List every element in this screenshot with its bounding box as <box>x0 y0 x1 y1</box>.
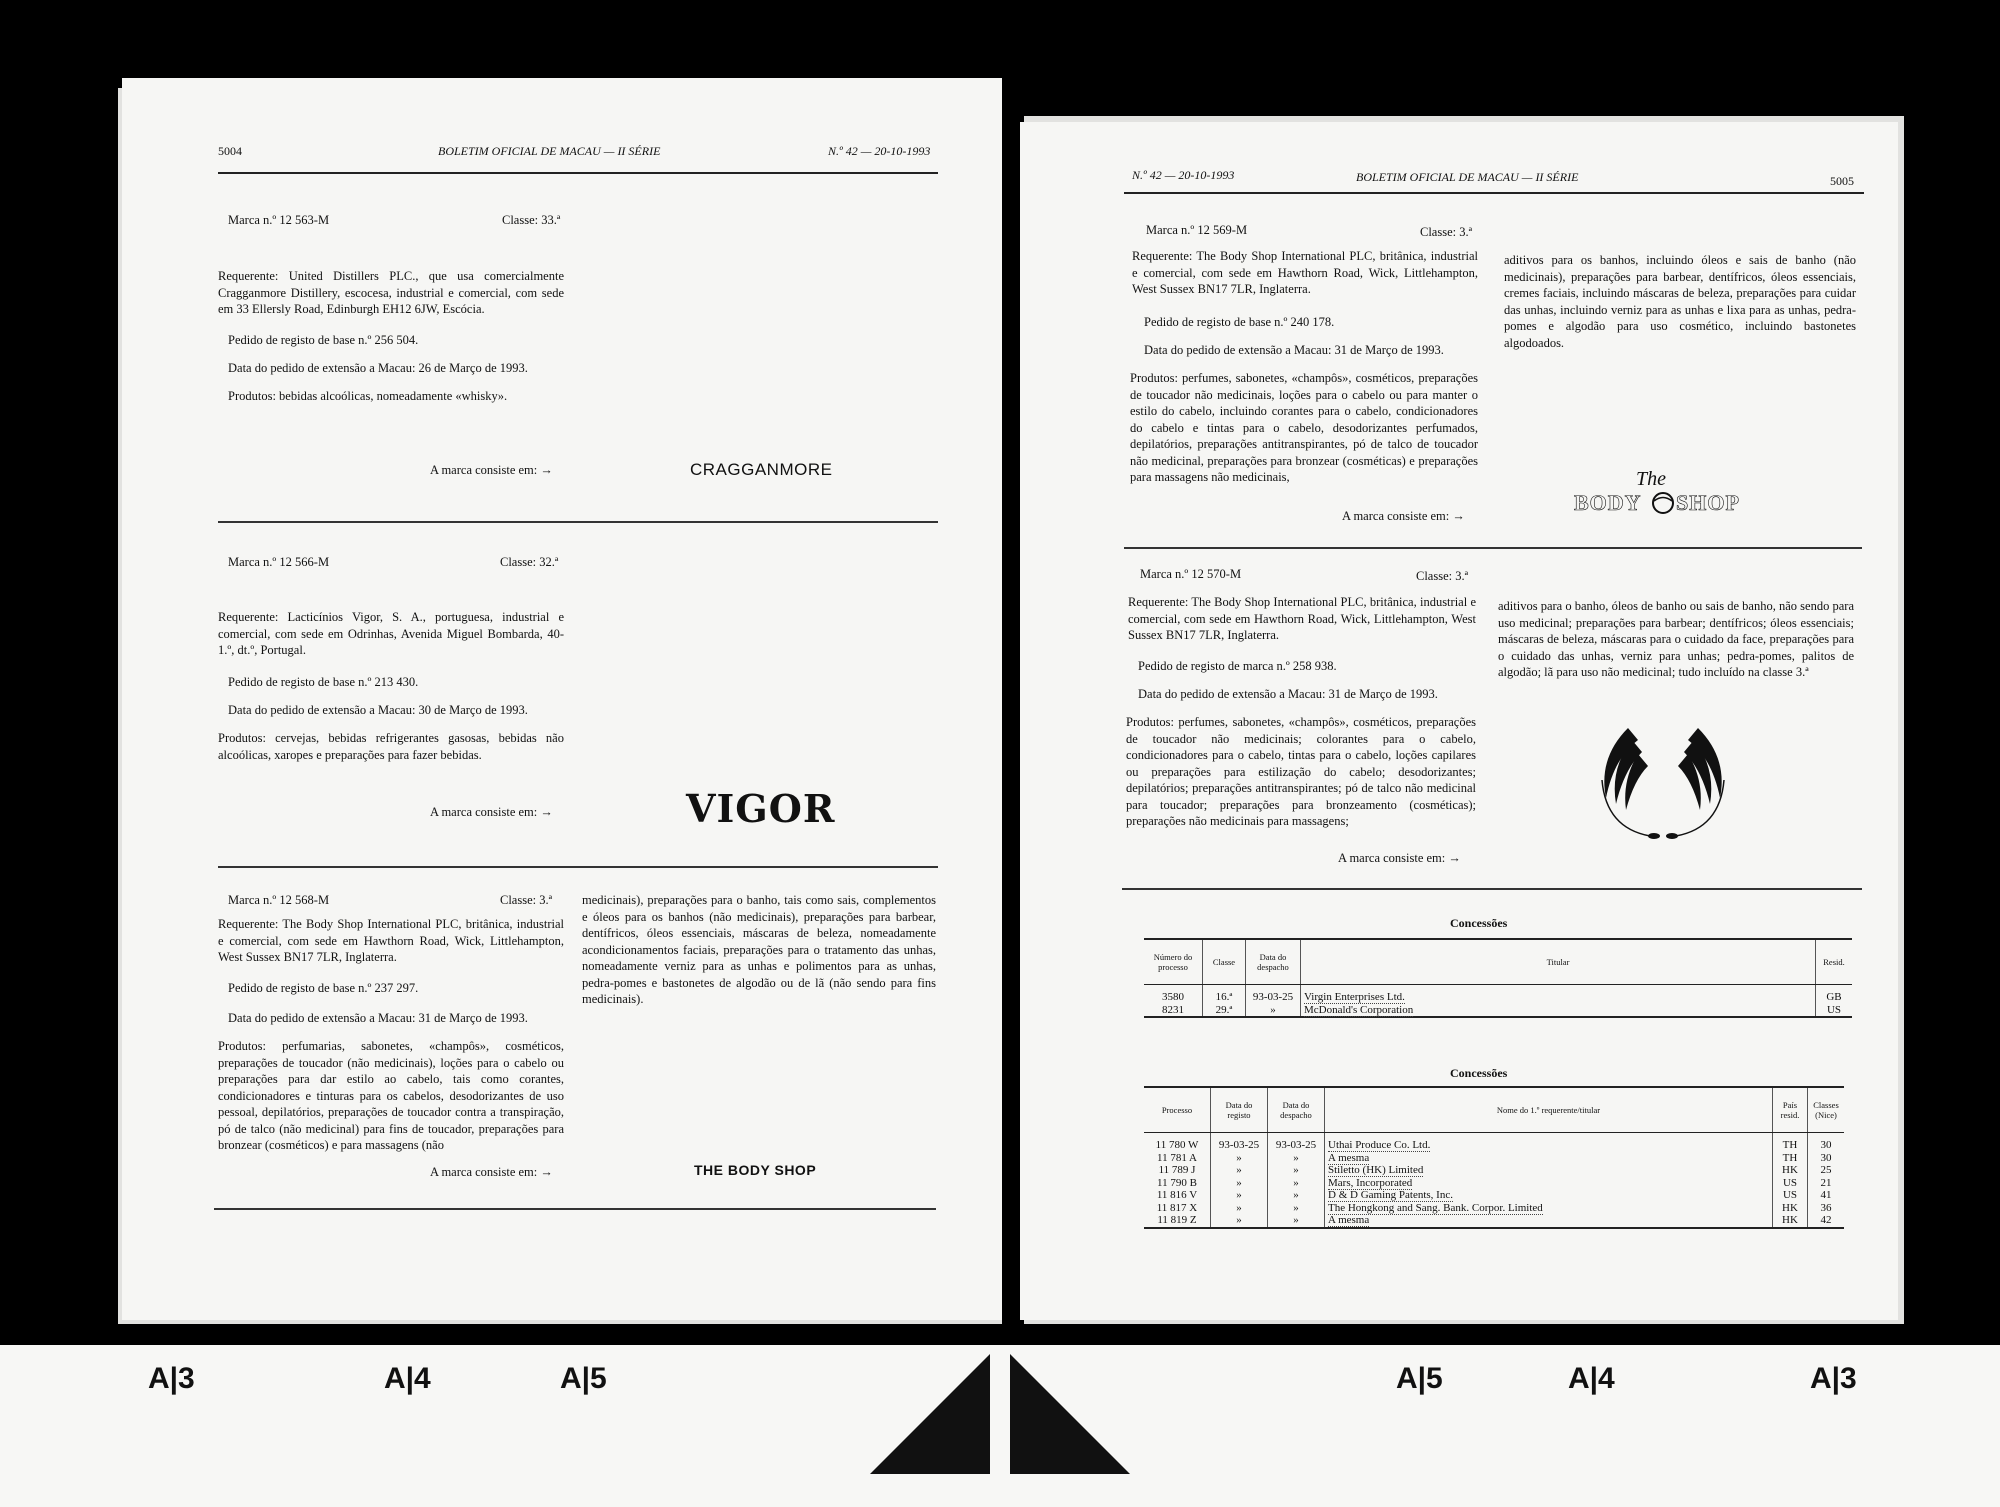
table-row: 11 819 Z » » A mesma HK 42 <box>1144 1214 1844 1228</box>
cragganmore-mark: CRAGGANMORE <box>690 460 833 479</box>
table-row: 8231 29.ª » McDonald's Corporation US <box>1144 1004 1852 1018</box>
entry-12568-produtos-cont: medicinais), preparações para o banho, tais como sais, complementos e óleos para os banhos (não medicinais), preparações para barbear, dentífricos, óleos essenciais, máscaras de beleza, nomeadamente acondicionamentos faciais, preparações para o tratamento das unhas, nomeadamente verniz para as unhas e polimentos para as unhas, pedra-pomes e bastonetes de algodão ou de lã (não sendo para fins medicinais). <box>582 893 936 1006</box>
entry-12570-pedido: Pedido de registo de marca n.º 258 938. <box>1138 659 1337 673</box>
vigor-mark: VIGOR <box>686 786 836 831</box>
entry-12570-data: Data do pedido de extensão a Macau: 31 de Março de 1993. <box>1138 687 1438 701</box>
entry-12568-pedido: Pedido de registo de base n.º 237 297. <box>228 981 419 995</box>
concessoes-2-title: Concessões <box>1450 1066 1508 1080</box>
entry-12569-classe: Classe: 3.ª <box>1420 225 1473 239</box>
right-header-rule <box>1124 192 1864 194</box>
entry-12566-data: Data do pedido de extensão a Macau: 30 de Março de 1993. <box>228 703 528 717</box>
entry-12566-marca: Marca n.º 12 566-M <box>228 555 330 569</box>
table-row: 11 790 B » » Mars, Incorporated US 21 <box>1144 1177 1844 1190</box>
concessoes-1-table <box>1144 938 1852 1018</box>
entry-12569-pedido: Pedido de registo de base n.º 240 178. <box>1144 315 1335 329</box>
entry-12563-requerente: Requerente: United Distillers PLC., que usa comercialmente Cragganmore Distillery, escocesa, industrial e comercial, com sede em 33 Ellersly Road, Edinburgh EH12 6JW, Escócia. <box>218 269 564 316</box>
entry-12568-data: Data do pedido de extensão a Macau: 31 de Março de 1993. <box>228 1011 528 1025</box>
left-rule-2 <box>218 866 938 868</box>
entry-12569-produtos-cont: aditivos para os banhos, incluindo óleos e sais de banho (não medicinais), preparações para barbear, dentífricos, óleos essenciais, cremes faciais, incluindo máscaras de beleza, preparações para cuidar das unhas, incluindo verniz para as unhas e lixa para as unhas, pedra-pomes e algodão para uso cosmético, incluindo bastonetes algodoados. <box>1504 253 1856 350</box>
body-shop-logo-left: BODY <box>1574 490 1642 515</box>
entry-12568-requerente: Requerente: The Body Shop International PLC, britânica, industrial e comercial, com sede em Hawthorn Road, Wick, Littlehampton, West Sussex BN17 7LR, Inglaterra. <box>218 917 564 964</box>
entry-12570-requerente: Requerente: The Body Shop International PLC, britânica, industrial e comercial, com sede em Hawthorn Road, Wick, Littlehampton, West Sussex BN17 7LR, Inglaterra. <box>1128 595 1476 642</box>
entry-12563-data: Data do pedido de extensão a Macau: 26 de Março de 1993. <box>228 361 528 375</box>
left-header-rule <box>218 172 938 174</box>
entry-12563-pedido: Pedido de registo de base n.º 256 504. <box>228 333 419 347</box>
concessoes-2-table <box>1144 1086 1844 1229</box>
left-page-number: 5004 <box>218 144 242 158</box>
film-marker-left-1: A|3 <box>148 1362 195 1395</box>
entry-12568-classe: Classe: 3.ª <box>500 893 553 907</box>
entry-12570-consiste: A marca consiste em: → <box>1338 851 1461 865</box>
right-rule-2 <box>1122 888 1862 890</box>
right-issue: N.º 42 — 20-10-1993 <box>1132 168 1235 182</box>
entry-12570-classe: Classe: 3.ª <box>1416 569 1469 583</box>
body-shop-logo-globe-icon <box>1650 490 1676 516</box>
entry-12570-produtos: Produtos: perfumes, sabonetes, «champôs», cosméticos, preparações de toucador não medicinais; colorantes para o cabelo, condicionadores para o cabelo, tintas para o cabelo, loções capilares ou preparações para estilização do cabelo; desodorizantes; depilatórios; preparações antitranspirantes; pó de talco não medicinal para toucador; preparações para bronzeamento (cosméticas); preparações não medicinais para massagens; <box>1126 715 1476 828</box>
table-row: 11 816 V » » D & D Gaming Patents, Inc. US 41 <box>1144 1189 1844 1202</box>
entry-12570-produtos-cont: aditivos para o banho, óleos de banho ou sais de banho, não sendo para uso medicinal; preparações para barbear; dentífricos; óleos essenciais; máscaras de beleza, máscaras para o cuidado da face, preparações para o cuidado das unhas, verniz para unhas; pedra-pomes, palitos de algodão; lã para uso não medicinal; tudo incluído na classe 3.ª <box>1498 599 1854 679</box>
table-row: 3580 16.ª 93-03-25 Virgin Enterprises Ltd. GB <box>1144 991 1852 1004</box>
entry-12568-consiste: A marca consiste em: → <box>430 1165 553 1179</box>
film-marker-left-3: A|5 <box>560 1362 607 1395</box>
entry-12570-marca: Marca n.º 12 570-M <box>1140 567 1242 581</box>
concessoes-1-title: Concessões <box>1450 916 1508 930</box>
c1-header-resid: Resid. <box>1816 939 1853 985</box>
entry-12563-classe: Classe: 33.ª <box>502 213 561 227</box>
c2-header-data-registo: Data do registo <box>1211 1087 1268 1133</box>
entry-12568-produtos: Produtos: perfumarias, sabonetes, «champôs», cosméticos, preparações de toucador (não medicinais), loções para o cabelo ou preparações para dar estilo ao cabelo, tais como corantes, condicionadores e tinturas para os cabelos, desodorizantes de uso pessoal, depilatórios, preparações de toucador contra a transpiração, pó de talco (não medicinal) para fins de toucador, preparações para bronzear (cosméticos) e para massagens (não <box>218 1039 564 1152</box>
entry-12569-produtos: Produtos: perfumes, sabonetes, «champôs», cosméticos, preparações de toucador não medicinais, loções para o cabelo ou para manter o estilo do cabelo, incluindo corantes para o cabelo, condicionadores do cabelo e tintas para o cabelo, desodorizantes perfumados, depilatórios, preparações antitranspirantes, pó de talco de toucador não medicinal, preparações para bronzear (cosméticas) e preparações para massagens não medicinais, <box>1130 371 1478 484</box>
entry-12569-data: Data do pedido de extensão a Macau: 31 de Março de 1993. <box>1144 343 1444 357</box>
table-row: 11 817 X » » The Hongkong and Sang. Bank. Corpor. Limited HK 36 <box>1144 1202 1844 1215</box>
c2-header-nome: Nome do 1.º requerente/titular <box>1325 1087 1773 1133</box>
c2-header-classes: Classes (Nice) <box>1808 1087 1845 1133</box>
left-issue: N.º 42 — 20-10-1993 <box>828 144 931 158</box>
entry-12569-requerente: Requerente: The Body Shop International PLC, britânica, industrial e comercial, com sede em Hawthorn Road, Wick, Littlehampton, West Sussex BN17 7LR, Inglaterra. <box>1132 249 1478 296</box>
entry-12563-marca: Marca n.º 12 563-M <box>228 213 330 227</box>
table-row: 11 780 W 93-03-25 93-03-25 Uthai Produce Co. Ltd. TH 30 <box>1144 1139 1844 1152</box>
right-page <box>1020 122 1898 1320</box>
body-shop-logo-script: The <box>1636 468 1666 490</box>
right-journal-title: BOLETIM OFICIAL DE MACAU — II SÉRIE <box>1356 170 1579 184</box>
left-rule-1 <box>218 521 938 523</box>
body-shop-logo-right: SHOP <box>1676 490 1740 515</box>
c1-header-numero: Número do processo <box>1144 939 1203 985</box>
c1-header-titular: Titular <box>1301 939 1816 985</box>
entry-12569-consiste: A marca consiste em: → <box>1342 509 1465 523</box>
entry-12566-classe: Classe: 32.ª <box>500 555 559 569</box>
film-alignment-triangles-icon <box>868 1352 1132 1476</box>
entry-12568-marca: Marca n.º 12 568-M <box>228 893 330 907</box>
right-rule-1 <box>1124 547 1862 549</box>
right-page-number: 5005 <box>1830 174 1854 188</box>
film-marker-right-2: A|4 <box>1568 1362 1615 1395</box>
the-body-shop-mark: THE BODY SHOP <box>694 1162 817 1178</box>
table-row: 11 781 A » » A mesma TH 30 <box>1144 1152 1844 1165</box>
left-page <box>122 78 1002 1320</box>
c1-header-classe: Classe <box>1203 939 1246 985</box>
left-rule-3 <box>214 1208 936 1210</box>
table-row: 11 789 J » » Stiletto (HK) Limited HK 25 <box>1144 1164 1844 1177</box>
entry-12569-marca: Marca n.º 12 569-M <box>1146 223 1248 237</box>
entry-12566-requerente: Requerente: Lacticínios Vigor, S. A., portuguesa, industrial e comercial, com sede em Odrinhas, Avenida Miguel Bombarda, 40-1.º, dt.º, Portugal. <box>218 610 564 657</box>
film-marker-left-2: A|4 <box>384 1362 431 1395</box>
entry-12566-produtos: Produtos: cervejas, bebidas refrigerantes gasosas, bebidas não alcoólicas, xaropes e preparações para fazer bebidas. <box>218 731 564 762</box>
left-journal-title: BOLETIM OFICIAL DE MACAU — II SÉRIE <box>438 144 661 158</box>
entry-12563-produtos: Produtos: bebidas alcoólicas, nomeadamente «whisky». <box>228 389 508 403</box>
c2-header-data-despacho: Data do despacho <box>1268 1087 1325 1133</box>
c2-header-pais: País resid. <box>1773 1087 1808 1133</box>
entry-12566-pedido: Pedido de registo de base n.º 213 430. <box>228 675 419 689</box>
entry-12566-consiste: A marca consiste em: → <box>430 805 553 819</box>
c1-header-data: Data do despacho <box>1246 939 1301 985</box>
film-marker-right-3: A|3 <box>1810 1362 1857 1395</box>
body-shop-leaf-logo-icon <box>1588 718 1738 848</box>
c2-header-processo: Processo <box>1144 1087 1211 1133</box>
body-shop-logo <box>1574 468 1740 522</box>
entry-12563-consiste: A marca consiste em: → <box>430 463 553 477</box>
film-marker-right-1: A|5 <box>1396 1362 1443 1395</box>
